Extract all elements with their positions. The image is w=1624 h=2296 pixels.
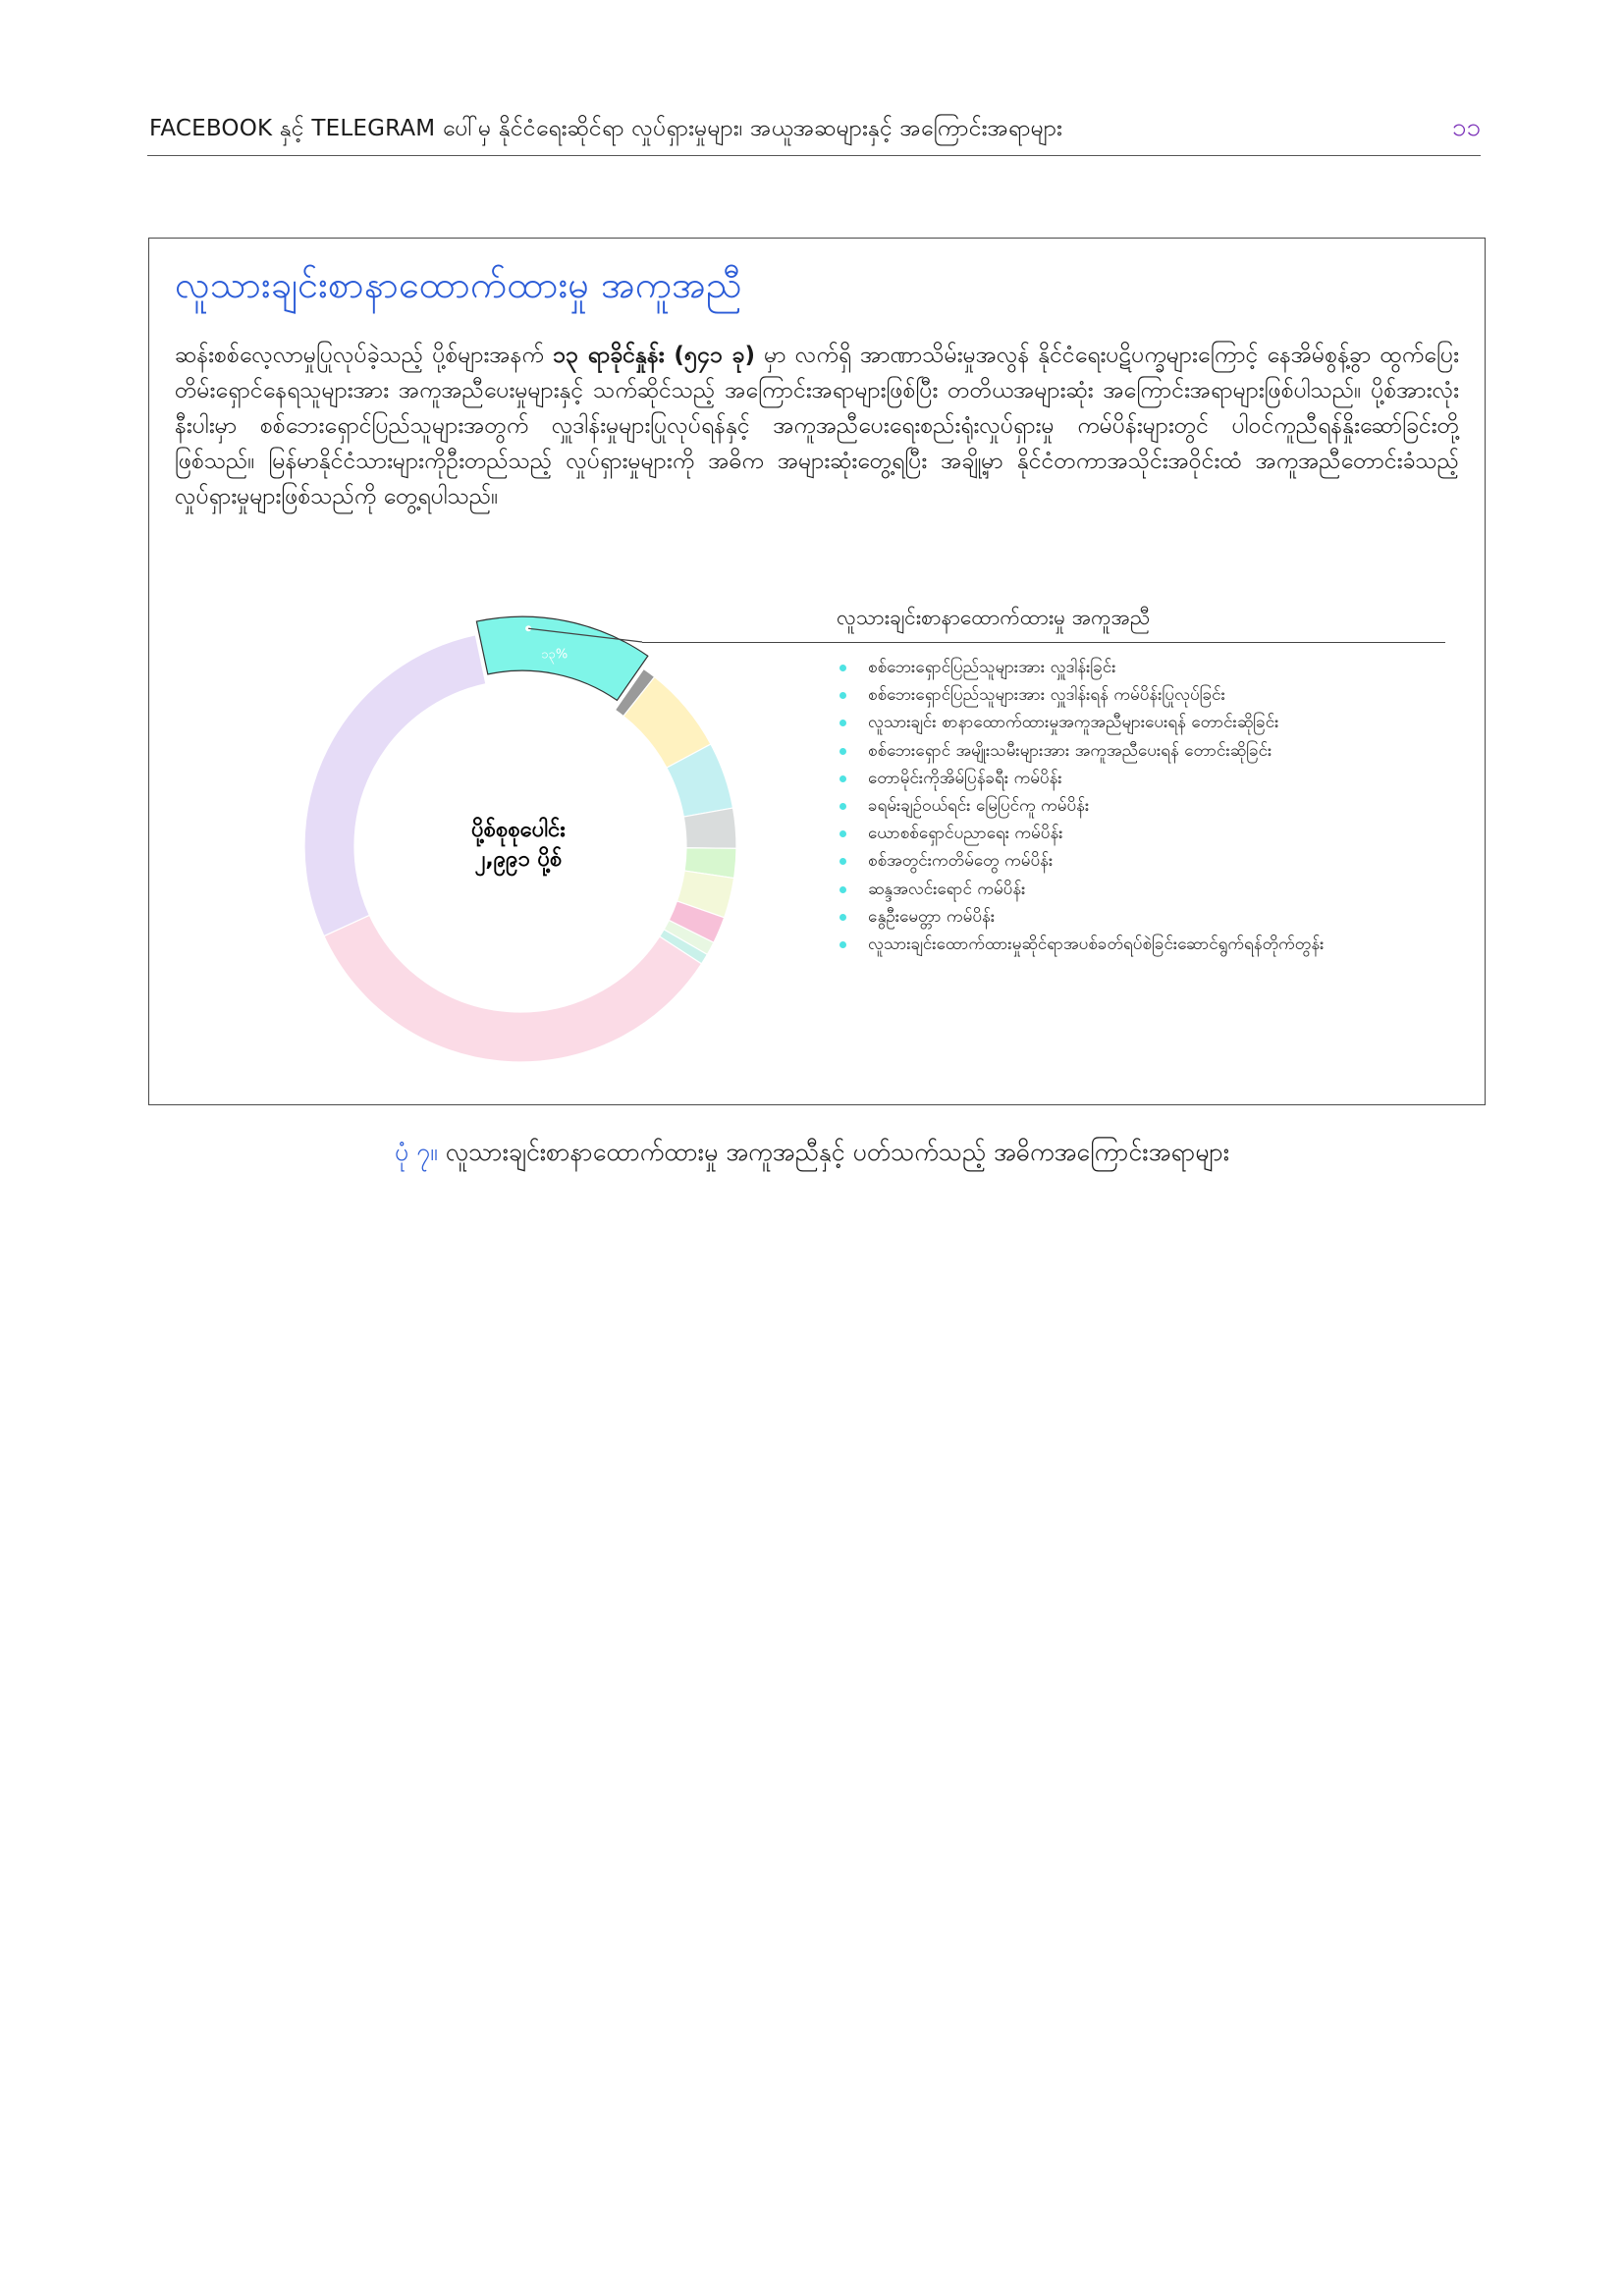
legend-item xyxy=(837,931,1324,958)
legend-bullet-icon xyxy=(839,748,846,755)
chart-legend xyxy=(837,654,1324,958)
legend-bullet-icon xyxy=(839,830,846,837)
legend-label: စစ်ဘေးရှောင်ပြည်သူများအား လှူဒါန်းခြင်း xyxy=(868,658,1116,677)
legend-label: ယောစစ်ရှောင်ပညာရေး ကမ်ပိန်း xyxy=(868,824,1063,844)
legend-bullet-icon xyxy=(839,720,846,726)
figure-caption xyxy=(0,1137,1624,1173)
legend-label: ဆန္ဒအလင်းရောင် ကမ်ပိန်း xyxy=(868,879,1026,899)
center-label-line2: ၂,၉၉၁ ပို့စ် xyxy=(474,847,563,872)
legend-bullet-icon xyxy=(839,803,846,810)
legend-bullet-icon xyxy=(839,914,846,921)
legend-title: လူသားချင်းစာနာထောက်ထားမှု အကူအညီ xyxy=(837,606,1151,629)
legend-label: စစ်ဘေးရှောင်ပြည်သူများအား လှူဒါန်းရန် ကမ်ပိန်းပြုလုပ်ခြင်း xyxy=(868,685,1225,706)
legend-label: လူသားချင်း စာနာထောက်ထားမှုအကူအညီများပေးရန် တောင်းဆိုခြင်း xyxy=(868,713,1279,733)
body-text-1: ဆန်းစစ်လေ့လာမှုပြုလုပ်ခဲ့သည့် ပို့စ်များအနက် xyxy=(175,343,553,368)
legend-item xyxy=(837,654,1324,681)
donut-segment xyxy=(304,635,486,936)
legend-label: စစ်ဘေးရှောင် အမျိုးသမီးများအား အကူအညီပေးရန် တောင်းဆိုခြင်း xyxy=(868,740,1272,761)
legend-divider xyxy=(642,642,1445,643)
page-number: ၁၁ xyxy=(1451,113,1481,142)
legend-item xyxy=(837,847,1324,875)
body-text-bold: ၁၃ ရာခိုင်နှုန်း (၅၄၁ ခု) xyxy=(552,343,755,368)
legend-label: စစ်အတွင်းကတိမ်တွေ ကမ်ပိန်း xyxy=(868,851,1054,872)
legend-bullet-icon xyxy=(839,941,846,948)
legend-item xyxy=(837,709,1324,736)
legend-label: တောမိုင်းကိုအိမ်ပြန်ခရီး ကမ်ပိန်း xyxy=(868,768,1062,788)
running-header: FACEBOOK နှင့် TELEGRAM ပေါ်မှ နိုင်ငံရေးဆိုင်ရာ လှုပ်ရှားမှုများ၊ အယူအဆများနှင့် အကြောင်းအရာများ xyxy=(149,116,1063,141)
legend-bullet-icon xyxy=(839,858,846,865)
section-body xyxy=(175,338,1459,514)
donut-segment xyxy=(324,915,702,1062)
legend-item xyxy=(837,792,1324,820)
legend-item xyxy=(837,903,1324,931)
legend-bullet-icon xyxy=(839,775,846,782)
caption-number: ပုံ ၇။ xyxy=(394,1138,438,1166)
caption-text: လူသားချင်းစာနာထောက်ထားမှု အကူအညီနှင့် ပတ်သက်သည့် အဓိကအကြောင်းအရာများ xyxy=(437,1138,1230,1166)
legend-bullet-icon xyxy=(839,886,846,893)
body-text-2: မှာ လက်ရှိ အာဏာသိမ်းမှုအလွန် နိုင်ငံရေးပဋိပက္ခများကြောင့် နေအိမ်စွန့်ခွာ ထွက်ပြေးတိမ်းရှောင်နေရသူများအား အကူအညီပေးမှုများနှင့် သက်ဆိုင်သည့် အကြောင်းအရာများဖြစ်ပြီး တတိယအများဆုံး အကြောင်းအရာများဖြစ်ပါသည်။ ပို့စ်အားလုံးနီးပါးမှာ စစ်ဘေးရှောင်ပြည်သူများအတွက် လှူဒါန်းမှုများပြုလုပ်ရန်နှင့် အကူအညီပေးရေးစည်းရုံးလှုပ်ရှားမှု ကမ်ပိန်းများတွင် ပါဝင်ကူညီရန်နှိုးဆော်ခြင်းတို့ဖြစ်သည်။ မြန်မာနိုင်ငံသားများကိုဦးတည်သည့် လှုပ်ရှားမှုများကို အဓိက အများဆုံးတွေ့ရပြီး အချို့မှာ နိုင်ငံတကာအသိုင်းအဝိုင်းထံ အကူအညီတောင်းခံသည့် လှုပ်ရှားမှုများဖြစ်သည်ကို တွေ့ရပါသည်။ xyxy=(175,343,1459,509)
section-title: လူသားချင်းစာနာထောက်ထားမှု အကူအညီ xyxy=(175,263,742,306)
legend-label: နွေဦးမေတ္တာ ကမ်ပိန်း xyxy=(868,906,996,927)
legend-bullet-icon xyxy=(839,692,846,699)
center-label-line1: ပို့စ်စုစုပေါင်း xyxy=(471,818,566,842)
donut-chart xyxy=(295,601,766,1072)
highlight-label: ၁၃% xyxy=(541,647,568,663)
legend-label: ခရမ်းချဥ်ဝယ်ရင်း မြေပြင်ကူ ကမ်ပိန်း xyxy=(868,795,1090,816)
legend-item xyxy=(837,737,1324,765)
legend-item xyxy=(837,820,1324,847)
legend-bullet-icon xyxy=(839,665,846,671)
header-divider xyxy=(147,155,1481,156)
legend-item xyxy=(837,681,1324,709)
legend-item xyxy=(837,765,1324,792)
legend-label: လူသားချင်းထောက်ထားမှုဆိုင်ရာအပစ်ခတ်ရပ်စဲခြင်းဆောင်ရွက်ရန်တိုက်တွန်း xyxy=(868,934,1325,954)
legend-item xyxy=(837,876,1324,903)
